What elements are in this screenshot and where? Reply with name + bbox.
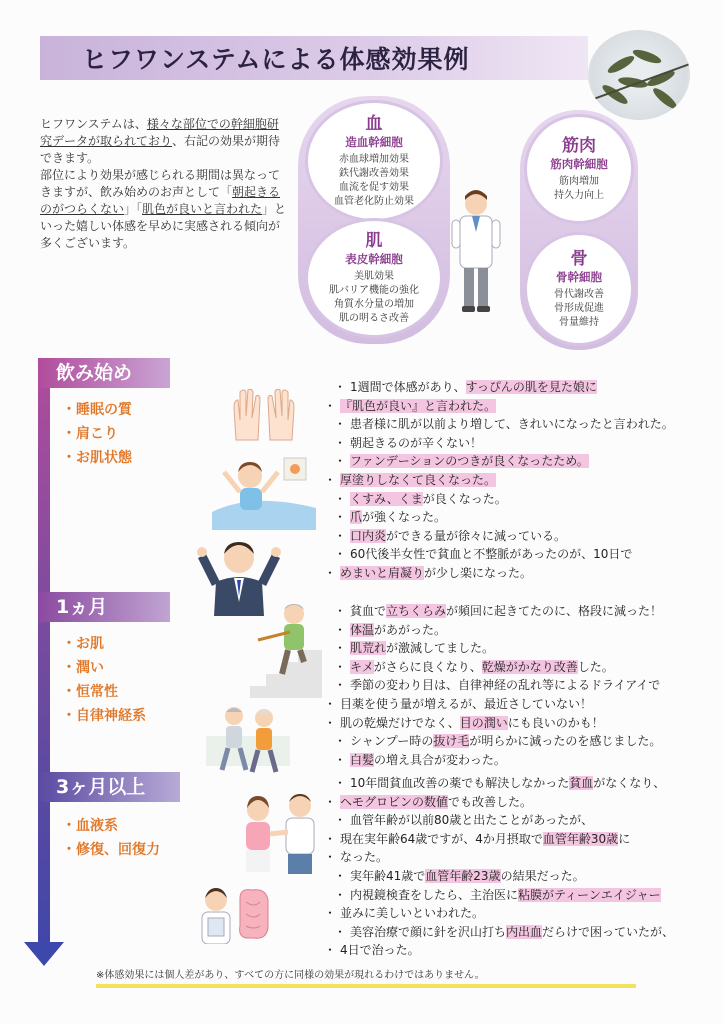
page-title: ヒフワンステムによる体感効果例 (82, 45, 470, 74)
skin-effect: 美肌効果 (354, 270, 394, 282)
bottom-strip (96, 984, 636, 988)
effect-item: ・ 実年齢41歳で血管年齢23歳の結果だった。 (340, 867, 700, 886)
timeline-arrow (38, 360, 50, 950)
waking-woman-illustration (212, 452, 316, 530)
effect-item-continued: ・ 4日で治った。 (330, 941, 700, 960)
muscle-heading: 筋肉 (562, 135, 596, 156)
stage-item: ・恒常性 (62, 684, 118, 700)
effect-item-continued: ・ 厚塗りしなくて良くなった。 (330, 471, 700, 490)
skin-heading: 肌 (365, 230, 383, 251)
effect-item-continued: ・ めまいと肩凝りが少し楽になった。 (330, 564, 700, 583)
bone-effect: 骨形成促進 (554, 302, 604, 314)
bone-subheading: 骨幹細胞 (556, 269, 602, 284)
timeline-arrowhead (24, 942, 64, 966)
stage-1-month-items (62, 632, 146, 728)
stage-3-months-items (62, 814, 160, 862)
skin-effect: 肌バリア機能の強化 (329, 284, 419, 296)
effect-item: ・ 貧血で立ちくらみが頻回に起きてたのに、格段に減った！ (340, 602, 700, 621)
effect-item-continued: ・ 現在実年齢64歳ですが、4か月摂取で血管年齢30歳に (330, 830, 700, 849)
effect-item-continued: ・ なった。 (330, 848, 700, 867)
blood-subheading: 造血幹細胞 (345, 134, 403, 149)
effect-item: ・ 白髪の増え具合が変わった。 (340, 751, 700, 770)
intro-text (40, 116, 290, 252)
effect-item: ・ 10年間貧血改善の薬でも解決しなかった貧血がなくなり、 (340, 774, 700, 793)
effect-item: ・ 肌荒れが激減してました。 (340, 639, 700, 658)
effect-item: ・ 60代後半女性で貧血と不整脈があったのが、10日で (340, 545, 700, 564)
skin-effect: 肌の明るさ改善 (339, 312, 409, 324)
bone-effect: 骨代謝改善 (554, 288, 604, 300)
stage-start-items (62, 398, 132, 470)
stage-item: ・睡眠の質 (62, 402, 132, 418)
effect-item-continued: ・ 肌の乾燥だけでなく、目の潤いにも良いのかも！ (330, 714, 700, 733)
stage-item: ・自律神経系 (62, 708, 146, 724)
stage-label-3-months: 3ヶ月以上 (38, 772, 180, 802)
muscle-effect: 筋肉増加 (559, 175, 599, 187)
effect-item: ・ 季節の変わり目は、自律神経の乱れ等によるドライアイで (340, 676, 700, 695)
skin-stem-cell-bubble (305, 218, 443, 338)
blood-heading: 血 (365, 113, 383, 134)
effect-item-continued: ・ 『肌色が良い』と言われた。 (330, 397, 700, 416)
muscle-effect: 持久力向上 (554, 189, 604, 201)
intro-paragraph-1: ヒフワンステムは、様々な部位での幹細胞研究データが取られており、右記の効果が期待できます。 (40, 117, 281, 165)
effect-item: ・ 朝起きるのが辛くない！ (340, 434, 700, 453)
intro-paragraph-2: 部位により効果が感じられる期間は異なってきますが、飲み始めのお声として「朝起きるのがつらくない」「肌色が良いと言われた」といった嬉しい体感を早めに実感される傾向が多くございます。 (40, 168, 287, 250)
effect-item: ・ シャンプー時の抜け毛が明らかに減ったのを感じました。 (340, 732, 700, 751)
effect-item: ・ 血管年齢が以前80歳と出たことがあったが、 (340, 811, 700, 830)
bone-stem-cell-bubble (524, 232, 634, 346)
effect-item: ・ 美容治療で顔に針を沢山打ち内出血だらけで困っていたが、 (340, 923, 700, 942)
effect-item: ・ 口内炎ができる量が徐々に減っている。 (340, 527, 700, 546)
doctor-consultation-illustration (238, 788, 322, 878)
effect-item: ・ キメがさらに良くなり、乾燥がかなり改善した。 (340, 658, 700, 677)
elderly-couple-jogging-illustration (206, 700, 290, 780)
bone-heading: 骨 (570, 248, 588, 269)
effect-item: ・ ファンデーションのつきが良くなったため。 (340, 452, 700, 471)
blood-effect: 血管老化防止効果 (334, 195, 414, 207)
effects-list-start (340, 378, 700, 583)
effect-item: ・ 患者様に肌が以前より増して、きれいになったと言われた。 (340, 415, 700, 434)
skin-subheading: 表皮幹細胞 (345, 251, 403, 266)
olive-leaf-image (588, 30, 690, 120)
effects-list-1-month (340, 602, 700, 769)
blood-effect: 鉄代謝改善効果 (339, 167, 409, 179)
stage-item: ・肩こり (62, 426, 118, 442)
blood-effect: 血流を促す効果 (339, 181, 409, 193)
stage-item: ・潤い (62, 660, 104, 676)
effect-item: ・ 内視鏡検査をしたら、主治医に粘膜がティーンエイジャー (340, 886, 700, 905)
muscle-subheading: 筋肉幹細胞 (550, 156, 608, 171)
stage-label-1-month: 1ヵ月 (38, 592, 170, 622)
effect-item-continued: ・ 並みに美しいといわれた。 (330, 904, 700, 923)
effects-list-3-months (340, 774, 700, 960)
elderly-climbing-stairs-illustration (250, 600, 322, 698)
doctor-intestine-illustration (196, 884, 276, 944)
stage-item: ・血液系 (62, 818, 118, 834)
stage-item: ・お肌状態 (62, 450, 132, 466)
stage-item: ・お肌 (62, 636, 104, 652)
skin-effect: 角質水分量の増加 (334, 298, 414, 310)
bone-effect: 骨量維持 (559, 316, 599, 328)
effect-item: ・ 1週間で体感があり、すっぴんの肌を見た娘に (340, 378, 700, 397)
doctor-illustration (448, 186, 504, 316)
effect-item-continued: ・ ヘモグロビンの数値でも改善した。 (330, 793, 700, 812)
blood-effect: 赤血球増加効果 (339, 153, 409, 165)
effect-item: ・ 爪が強くなった。 (340, 508, 700, 527)
muscle-stem-cell-bubble (524, 114, 634, 224)
stage-item: ・修復、回復力 (62, 842, 160, 858)
blood-stem-cell-bubble (305, 100, 443, 222)
effect-item: ・ くすみ、くまが良くなった。 (340, 490, 700, 509)
stage-label-start: 飲み始め (38, 358, 170, 388)
effect-item-continued: ・ 目薬を使う量が増えるが、最近さしていない！ (330, 695, 700, 714)
disclaimer-footnote: ※体感効果には個人差があり、すべての方に同様の効果が現れるわけではありません。 (96, 970, 485, 981)
effect-item: ・ 体温があがった。 (340, 621, 700, 640)
hands-illustration (226, 386, 302, 442)
